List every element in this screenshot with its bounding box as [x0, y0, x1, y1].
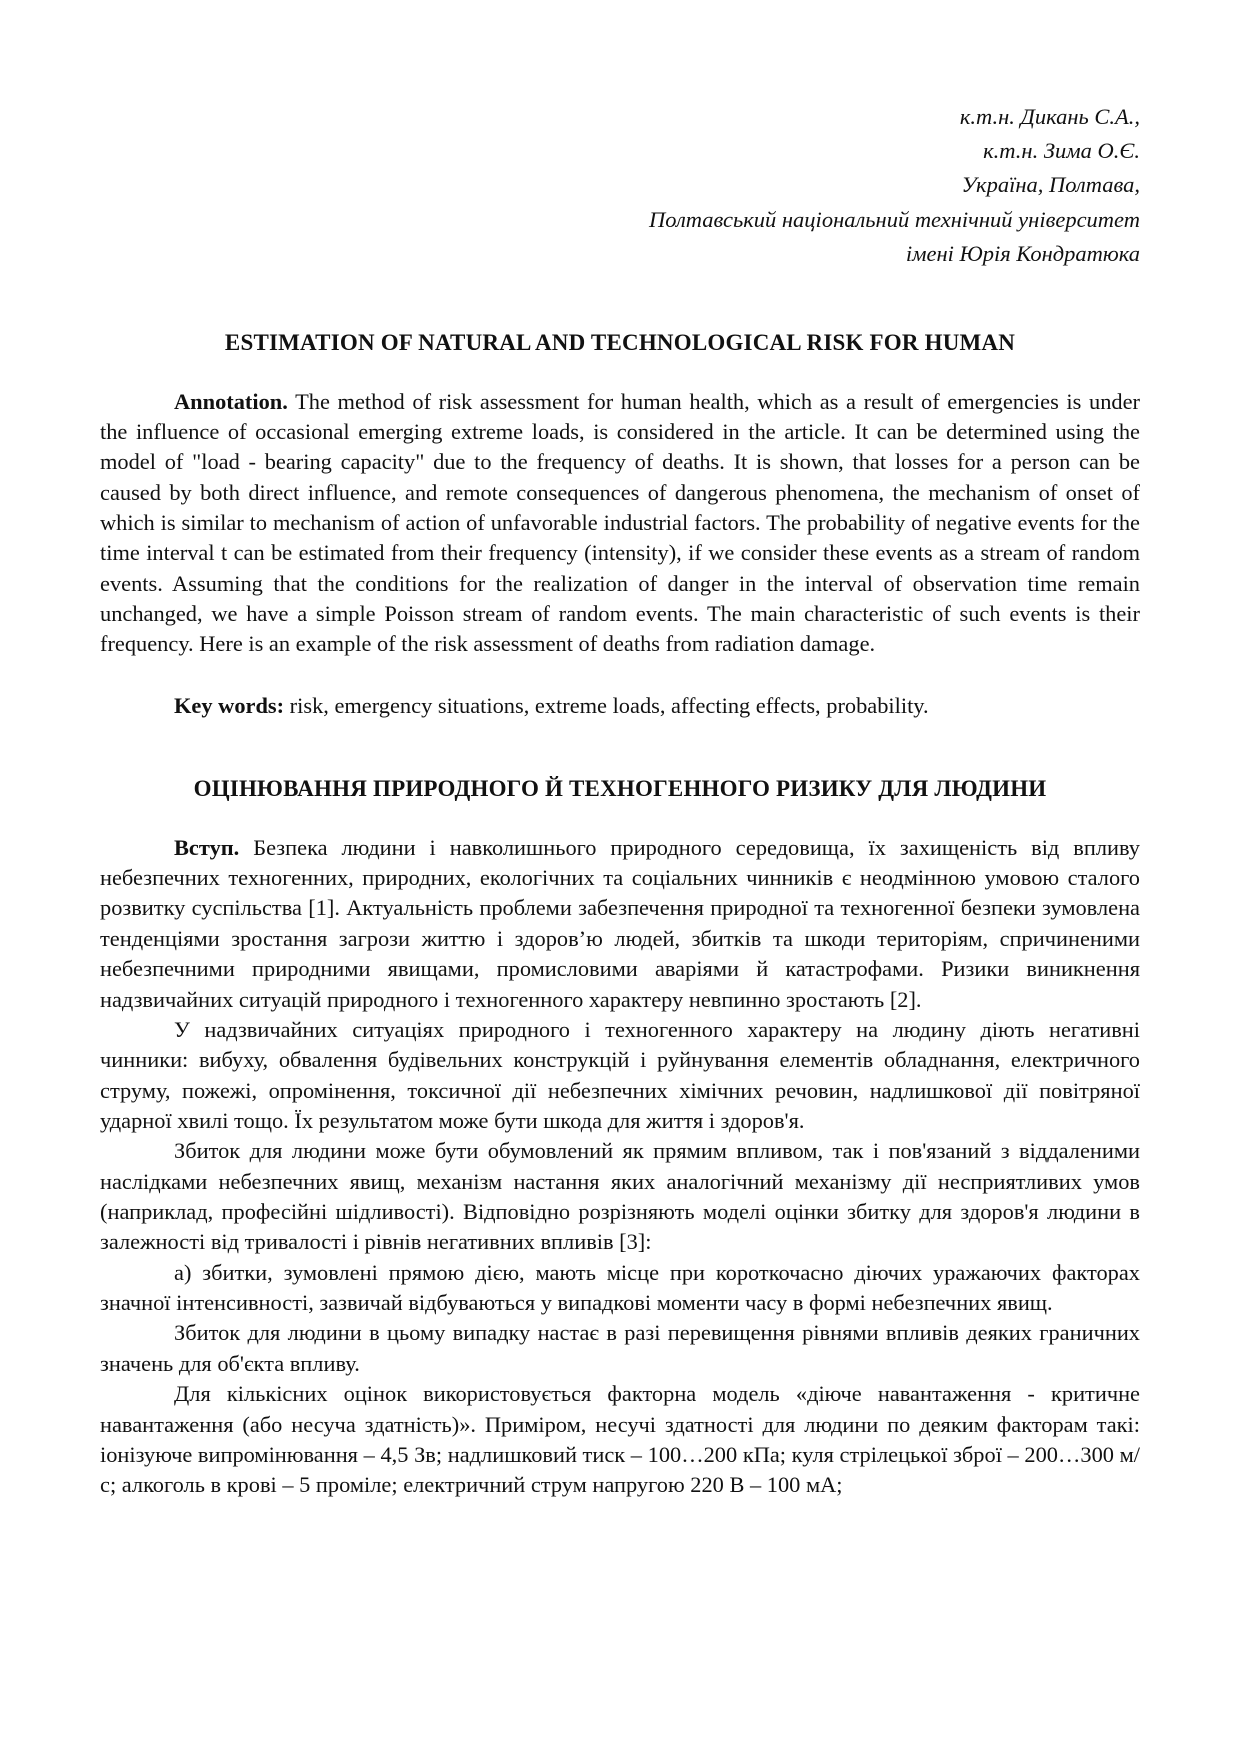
ukrainian-body-section [100, 833, 1140, 1501]
author-country-city: Україна, Полтава, [961, 172, 1140, 198]
affiliation-line-1: Полтавський національний технічний університет [649, 206, 1140, 232]
body-paragraph-5: Для кількісних оцінок використовується факторна модель «діюче навантаження - критичне навантаження (або несуча здатність)». Приміром, несучі здатності для людини по деяким факторам такі: іонізуюче випромінювання – 4,5 Зв; надлишковий тиск – 100…200 кПа; куля стрілецької зброї – 200…300 м/с; алкоголь в крові – 5 проміле; електричний струм напругою 220 В – 100 мА; [100, 1381, 1140, 1498]
intro-paragraph [100, 833, 1140, 1015]
english-title-container [100, 329, 1140, 357]
keywords-section [100, 691, 1140, 721]
keywords-text: risk, emergency situations, extreme loads, affecting effects, probability. [284, 692, 929, 718]
author-line-2: к.т.н. Зима О.Є. [983, 138, 1140, 164]
abstract-paragraph [100, 387, 1140, 660]
affiliation-line-2: імені Юрія Кондратюка [905, 240, 1140, 266]
ukrainian-title-container [100, 775, 1140, 803]
page-title-ukrainian: ОЦІНЮВАННЯ ПРИРОДНОГО Й ТЕХНОГЕННОГО РИЗИКУ ДЛЯ ЛЮДИНИ [193, 776, 1047, 802]
body-paragraph-3: а) збитки, зумовлені прямою дією, мають місце при короткочасно діючих уражаючих факторах значної інтенсивності, зазвичай відбуваються у випадкові моменти часу в формі небезпечних явищ. [100, 1259, 1140, 1316]
author-line-1: к.т.н. Дикань С.А., [959, 104, 1140, 129]
abstract-section [100, 387, 1140, 660]
page-title-english: ESTIMATION OF NATURAL AND TECHNOLOGICAL RISK FOR HUMAN [224, 329, 1016, 355]
body-paragraph-2: Збиток для людини може бути обумовлений як прямим впливом, так і пов'язаний з віддаленими наслідками небезпечних явищ, механізм настання яких аналогічний механізму дії несприятливих умов (наприклад, професійні шідливості). Відповідно розрізняють моделі оцінки збитку для здоров'я людини в залежності від тривалості і рівнів негативних впливів [3]: [100, 1138, 1140, 1255]
keywords-paragraph [100, 691, 1140, 721]
abstract-label: Annotation. [174, 388, 288, 414]
intro-text: Безпека людини і навколишнього природного середовища, їх захищеність від впливу небезпечних техногенних, природних, екологічних та соціальних чинників є неодмінною умовою сталого розвитку суспільства [1]. Актуальність проблеми забезпечення природної та техногенної безпеки зумовлена тенденціями зростання загрози життю і здоров’ю людей, збитків та шкоди територіям, спричиненими небезпечними природними явищами, промисловими аваріями й катастрофами. Ризики виникнення надзвичайних ситуацій природного і техногенного характеру невпинно зростають [2]. [100, 834, 1140, 1012]
keywords-label: Key words: [174, 692, 285, 718]
body-paragraph-4: Збиток для людини в цьому випадку настає в разі перевищення рівнями впливів деяких граничних значень для об'єкта впливу. [100, 1320, 1140, 1376]
body-paragraph-1: У надзвичайних ситуаціях природного і техногенного характеру на людину діють негативні чинники: вибуху, обвалення будівельних конструкцій і руйнування елементів обладнання, електричного струму, пожежі, опромінення, токсичної дії небезпечних хімічних речовин, надлишкової дії повітряної ударної хвилі тощо. Їх результатом може бути шкода для життя і здоров'я. [100, 1016, 1140, 1133]
intro-label: Вступ. [174, 834, 240, 860]
author-affiliation-block [100, 96, 1140, 271]
abstract-text: The method of risk assessment for human health, which as a result of emergencies is under the influence of occasional emerging extreme loads, is considered in the article. It can be determined using the model of "load - bearing capacity" due to the frequency of deaths. It is shown, that losses for a person can be caused by both direct influence, and remote consequences of dangerous phenomena, the mechanism of onset of which is similar to mechanism of action of unfavorable industrial factors. The probability of negative events for the time interval t can be estimated from their frequency (intensity), if we consider these events as a stream of random events. Assuming that the conditions for the realization of danger in the interval of observation time remain unchanged, we have a simple Poisson stream of random events. The main characteristic of such events is their frequency. Here is an example of the risk assessment of deaths from radiation damage. [100, 388, 1140, 657]
